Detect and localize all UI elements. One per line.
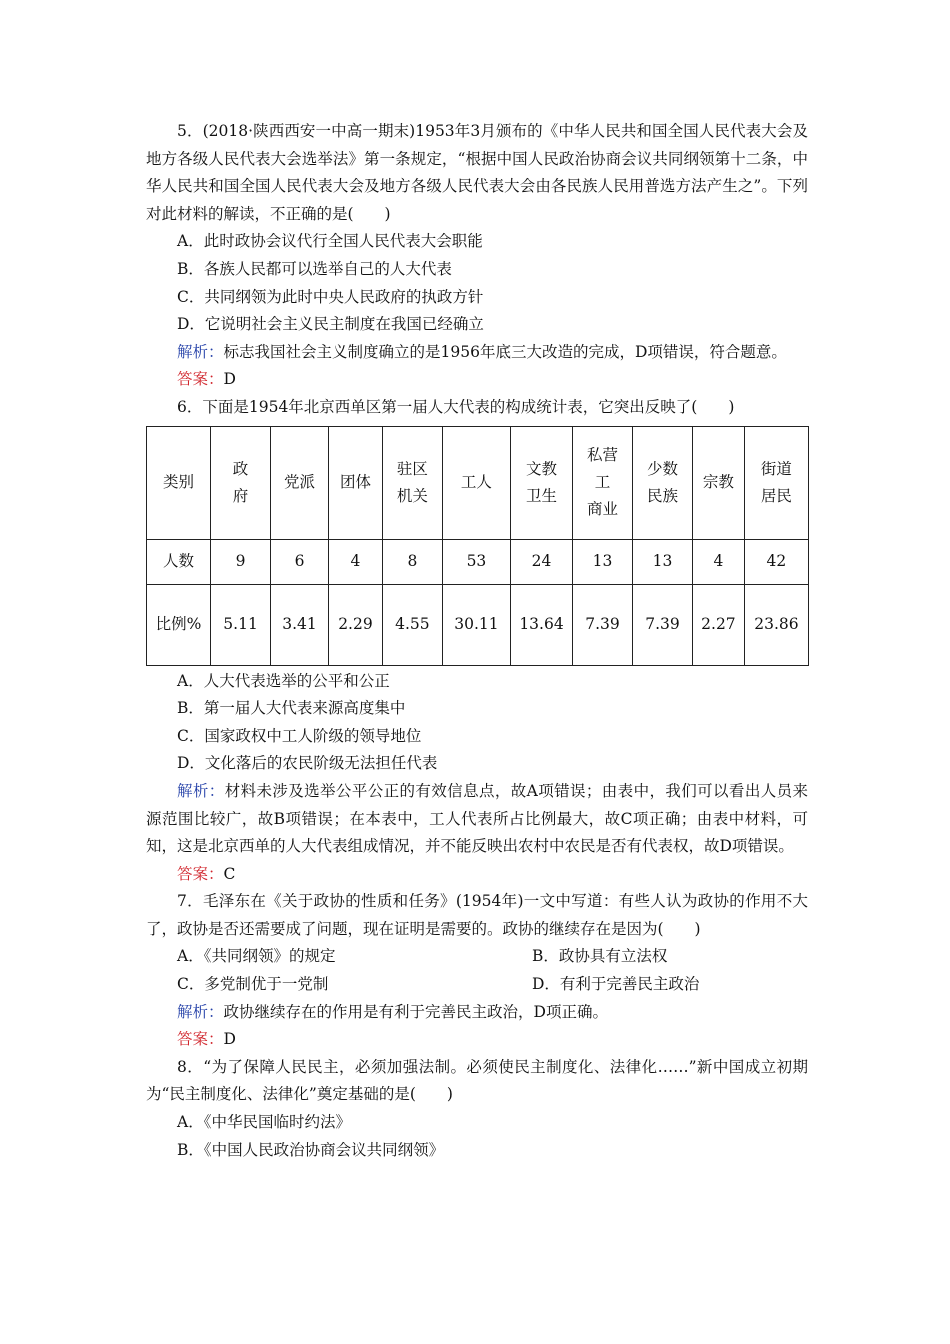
table-cell: 2.27 (692, 584, 744, 665)
table-cell: 宗教 (692, 426, 744, 539)
q5-analysis (146, 339, 808, 367)
table-row-header (147, 426, 809, 539)
q7-stem: 7．毛泽东在《关于政协的性质和任务》(1954年)一文中写道：有些人认为政协的作用不大了，政协是否还需要成了问题，现在证明是需要的。政协的继续存在是因为( ) (146, 892, 808, 938)
table-cell: 文教 卫生 (511, 426, 573, 539)
q5-answer-label: 答案： (177, 370, 224, 389)
q6-stem: 6．下面是1954年北京西单区第一届人大代表的构成统计表，它突出反映了( ) (177, 397, 735, 416)
q7-analysis-label: 解析： (177, 1002, 224, 1021)
table-cell: 4 (692, 539, 744, 584)
q6-answer-value: C (223, 864, 236, 883)
q8-option-a: A．《中华民国临时约法》 (177, 1113, 351, 1132)
table-cell: 7.39 (573, 584, 633, 665)
table-cell: 8 (382, 539, 442, 584)
q8-option-b: B．《中国人民政治协商会议共同纲领》 (177, 1140, 445, 1159)
table-cell: 42 (744, 539, 808, 584)
table-cell: 政 府 (211, 426, 271, 539)
q7-options-row-2 (146, 971, 808, 999)
q7-option-d: D．有利于完善民主政治 (532, 975, 700, 994)
q5-option-c: C．共同纲领为此时中央人民政府的执政方针 (177, 287, 484, 306)
table-cell: 23.86 (744, 584, 808, 665)
table-cell: 2.29 (329, 584, 383, 665)
q5-option-b: B．各族人民都可以选举自己的人大代表 (177, 259, 452, 278)
q6-answer (146, 861, 808, 889)
q6-analysis-label: 解析： (177, 781, 225, 800)
document-page (146, 118, 808, 1164)
q5-analysis-text: 标志我国社会主义制度确立的是1956年底三大改造的完成，D项错误，符合题意。 (223, 342, 787, 361)
table-cell: 13.64 (511, 584, 573, 665)
table-cell: 街道 居民 (744, 426, 808, 539)
q5-option-a: A．此时政协会议代行全国人民代表大会职能 (177, 232, 483, 251)
q7-answer (146, 1026, 808, 1054)
q6-analysis (146, 778, 808, 861)
table-cell: 30.11 (442, 584, 510, 665)
q5-answer-value: D (223, 370, 236, 389)
table-cell: 类别 (147, 426, 211, 539)
table-cell: 24 (511, 539, 573, 584)
table-cell: 团体 (329, 426, 383, 539)
q7-option-a: A．《共同纲领》的规定 (177, 947, 336, 966)
q5-analysis-label: 解析： (177, 342, 224, 361)
table-cell: 4 (329, 539, 383, 584)
q5-answer (146, 366, 808, 394)
table-cell: 少数 民族 (633, 426, 693, 539)
table-cell: 党派 (271, 426, 329, 539)
q6-option-c: C．国家政权中工人阶级的领导地位 (177, 726, 422, 745)
table-cell: 3.41 (271, 584, 329, 665)
table-cell: 私营 工 商业 (573, 426, 633, 539)
q7-answer-label: 答案： (177, 1030, 224, 1049)
q8-stem: 8．“为了保障人民民主，必须加强法制。必须使民主制度化、法律化……”新中国成立初期为“民主制度化、法律化”奠定基础的是( ) (146, 1057, 808, 1104)
q7-answer-value: D (223, 1030, 236, 1049)
table-cell: 比例% (147, 584, 211, 665)
table-cell: 53 (442, 539, 510, 584)
q7-analysis-text: 政协继续存在的作用是有利于完善民主政治，D项正确。 (223, 1002, 608, 1021)
q6-option-d: D．文化落后的农民阶级无法担任代表 (177, 754, 438, 773)
table-cell: 13 (633, 539, 693, 584)
table-cell: 9 (211, 539, 271, 584)
q7-analysis (146, 999, 808, 1027)
table-row-counts (147, 539, 809, 584)
q6-option-a: A．人大代表选举的公平和公正 (177, 671, 390, 690)
q7-option-b: B．政协具有立法权 (532, 947, 668, 966)
table-cell: 工人 (442, 426, 510, 539)
table-cell: 7.39 (633, 584, 693, 665)
table-row-ratios (147, 584, 809, 665)
q6-option-b: B．第一届人大代表来源高度集中 (177, 699, 406, 718)
q5-option-d: D．它说明社会主义民主制度在我国已经确立 (177, 315, 484, 334)
q6-answer-label: 答案： (177, 864, 224, 883)
table-cell: 人数 (147, 539, 211, 584)
q7-options-row-1 (146, 943, 808, 971)
table-cell: 4.55 (382, 584, 442, 665)
q6-analysis-text: 材料未涉及选举公平公正的有效信息点，故A项错误；由表中，我们可以看出人员来源范围比较广，故B项错误；在本表中，工人代表所占比例最大，故C项正确；由表中材料，可知，这是北京西单的人大代表组成情况，并不能反映出农村中农民是否有代表权，故D项错误。 (146, 781, 808, 856)
table-cell: 6 (271, 539, 329, 584)
table-cell: 13 (573, 539, 633, 584)
q6-stat-table (146, 426, 809, 666)
table-cell: 驻区 机关 (382, 426, 442, 539)
q7-option-c: C．多党制优于一党制 (177, 975, 329, 994)
table-cell: 5.11 (211, 584, 271, 665)
q5-stem: 5．(2018·陕西西安一中高一期末)1953年3月颁布的《中华人民共和国全国人民代表大会及地方各级人民代表大会选举法》第一条规定，“根据中国人民政治协商会议共同纲领第十二条，中华人民共和国全国人民代表大会及地方各级人民代表大会由各民族人民用普选方法产生之”。下列对此材料的解读，不正确的是( ) (146, 122, 808, 223)
